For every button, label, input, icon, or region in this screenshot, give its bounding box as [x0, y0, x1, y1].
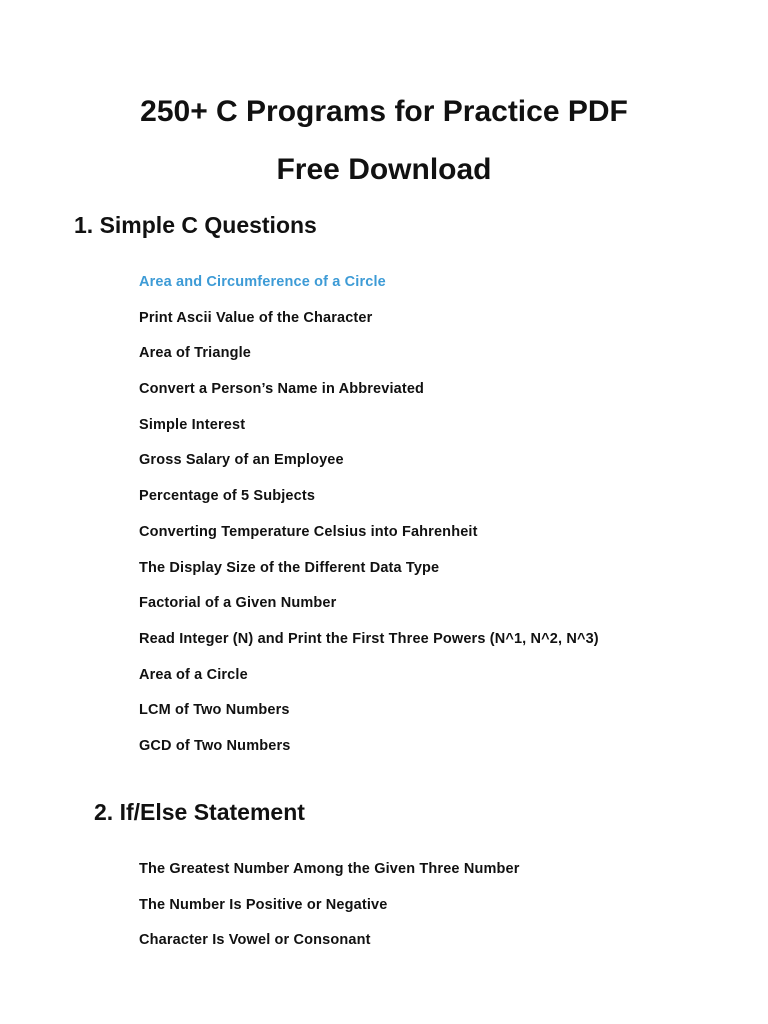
title-line-1: 250+ C Programs for Practice PDF — [140, 95, 628, 128]
list-item: Character Is Vowel or Consonant — [139, 932, 371, 949]
list-item: The Display Size of the Different Data Type — [139, 559, 440, 576]
list-item: Read Integer (N) and Print the First Three Powers (N^1, N^2, N^3) — [139, 630, 599, 647]
list-item: Converting Temperature Celsius into Fahrenheit — [139, 523, 478, 540]
list-item: Area of a Circle — [139, 666, 248, 683]
list-item: Gross Salary of an Employee — [139, 452, 344, 469]
list-item: LCM of Two Numbers — [139, 702, 290, 719]
page-title — [0, 83, 768, 199]
list-item: Percentage of 5 Subjects — [139, 488, 316, 505]
list-item: Simple Interest — [139, 416, 246, 433]
if-else-statement-list — [139, 861, 520, 968]
list-item: Print Ascii Value of the Character — [139, 309, 373, 326]
section-heading-simple-c-questions: 1. Simple C Questions — [74, 212, 317, 238]
title-line-2: Free Download — [276, 153, 492, 186]
simple-c-questions-list — [139, 274, 599, 774]
list-item: Area of Triangle — [139, 345, 251, 362]
list-item: The Number Is Positive or Negative — [139, 896, 388, 913]
list-item: Convert a Person’s Name in Abbreviated — [139, 381, 425, 398]
list-item: Factorial of a Given Number — [139, 595, 337, 612]
section-heading-if-else-statement: 2. If/Else Statement — [94, 799, 305, 825]
list-item: GCD of Two Numbers — [139, 737, 291, 754]
list-item-link[interactable]: Area and Circumference of a Circle — [139, 274, 386, 290]
list-item: The Greatest Number Among the Given Three Number — [139, 861, 520, 877]
